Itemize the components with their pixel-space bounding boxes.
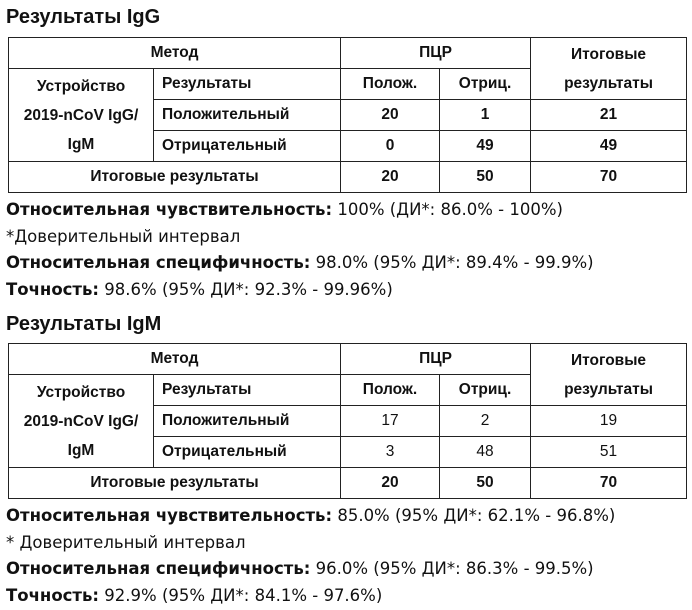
device-label-line-3: IgM bbox=[67, 441, 95, 459]
sensitivity-line bbox=[6, 503, 686, 530]
method-header: Метод bbox=[9, 38, 341, 69]
accuracy-value: 98.6% (95% ДИ*: 92.3% - 99.96%) bbox=[99, 279, 393, 299]
totals-pos: 20 bbox=[341, 468, 440, 499]
total-results-header bbox=[531, 344, 687, 406]
totals-pos: 20 bbox=[341, 162, 440, 193]
igg-statistics bbox=[6, 197, 686, 303]
neg-column-header: Отриц. bbox=[440, 375, 531, 406]
method-header: Метод bbox=[9, 344, 341, 375]
cell-pos: 20 bbox=[341, 100, 440, 131]
cell-neg: 2 bbox=[440, 406, 531, 437]
cell-total: 51 bbox=[531, 437, 687, 468]
neg-column-header: Отриц. bbox=[440, 69, 531, 100]
igm-results-table bbox=[8, 343, 687, 499]
cell-pos: 17 bbox=[341, 406, 440, 437]
accuracy-line bbox=[6, 277, 686, 304]
sensitivity-label: Относительная чувствительность: bbox=[6, 506, 333, 525]
device-label bbox=[9, 375, 154, 468]
device-label-line-1: Устройство bbox=[36, 77, 126, 95]
device-label-line-2: 2019-nCoV IgG/ bbox=[23, 412, 139, 430]
cell-neg: 48 bbox=[440, 437, 531, 468]
totals-total: 70 bbox=[531, 162, 687, 193]
row-label-positive: Положительный bbox=[154, 406, 341, 437]
device-label bbox=[9, 69, 154, 162]
cell-pos: 0 bbox=[341, 131, 440, 162]
pcr-header: ПЦР bbox=[341, 344, 531, 375]
specificity-label: Относительная специфичность: bbox=[6, 559, 311, 578]
cell-total: 21 bbox=[531, 100, 687, 131]
igg-title: Результаты IgG bbox=[6, 6, 161, 28]
igm-statistics bbox=[6, 503, 686, 609]
pos-column-header: Полож. bbox=[341, 69, 440, 100]
igm-title: Результаты IgM bbox=[6, 313, 162, 335]
sensitivity-value: 85.0% (95% ДИ*: 62.1% - 96.8%) bbox=[332, 506, 616, 525]
total-results-header bbox=[531, 38, 687, 100]
totals-label: Итоговые результаты bbox=[9, 468, 341, 499]
sensitivity-label: Относительная чувствительность: bbox=[6, 200, 333, 219]
total-header-line-1: Итоговые bbox=[570, 45, 647, 63]
totals-neg: 50 bbox=[440, 468, 531, 499]
totals-neg: 50 bbox=[440, 162, 531, 193]
device-label-line-3: IgM bbox=[67, 135, 95, 153]
igg-results-table bbox=[8, 37, 687, 193]
totals-total: 70 bbox=[531, 468, 687, 499]
pcr-header: ПЦР bbox=[341, 38, 531, 69]
accuracy-label: Точность: bbox=[6, 585, 100, 605]
specificity-value: 96.0% (95% ДИ*: 86.3% - 99.5%) bbox=[310, 559, 594, 578]
results-label: Результаты bbox=[154, 69, 341, 100]
accuracy-value: 92.9% (95% ДИ*: 84.1% - 97.6%) bbox=[99, 585, 383, 605]
totals-label: Итоговые результаты bbox=[9, 162, 341, 193]
total-header-line-2: результаты bbox=[564, 74, 653, 92]
cell-neg: 1 bbox=[440, 100, 531, 131]
sensitivity-value: 100% (ДИ*: 86.0% - 100%) bbox=[332, 200, 563, 219]
specificity-value: 98.0% (95% ДИ*: 89.4% - 99.9%) bbox=[310, 253, 594, 272]
pos-column-header: Полож. bbox=[341, 375, 440, 406]
cell-total: 49 bbox=[531, 131, 687, 162]
specificity-line bbox=[6, 556, 686, 583]
totals-row bbox=[9, 162, 687, 193]
ci-note: * Доверительный интервал bbox=[6, 532, 246, 552]
sensitivity-line bbox=[6, 197, 686, 224]
total-header-line-2: результаты bbox=[564, 380, 653, 398]
device-label-line-1: Устройство bbox=[36, 383, 126, 401]
accuracy-line bbox=[6, 583, 686, 610]
row-label-negative: Отрицательный bbox=[154, 131, 341, 162]
specificity-label: Относительная специфичность: bbox=[6, 253, 311, 272]
cell-total: 19 bbox=[531, 406, 687, 437]
row-label-negative: Отрицательный bbox=[154, 437, 341, 468]
results-label: Результаты bbox=[154, 375, 341, 406]
total-header-line-1: Итоговые bbox=[570, 351, 647, 369]
accuracy-label: Точность: bbox=[6, 279, 100, 299]
totals-row bbox=[9, 468, 687, 499]
cell-pos: 3 bbox=[341, 437, 440, 468]
specificity-line bbox=[6, 250, 686, 277]
device-label-line-2: 2019-nCoV IgG/ bbox=[23, 106, 139, 124]
row-label-positive: Положительный bbox=[154, 100, 341, 131]
cell-neg: 49 bbox=[440, 131, 531, 162]
ci-note: *Доверительный интервал bbox=[6, 226, 241, 246]
